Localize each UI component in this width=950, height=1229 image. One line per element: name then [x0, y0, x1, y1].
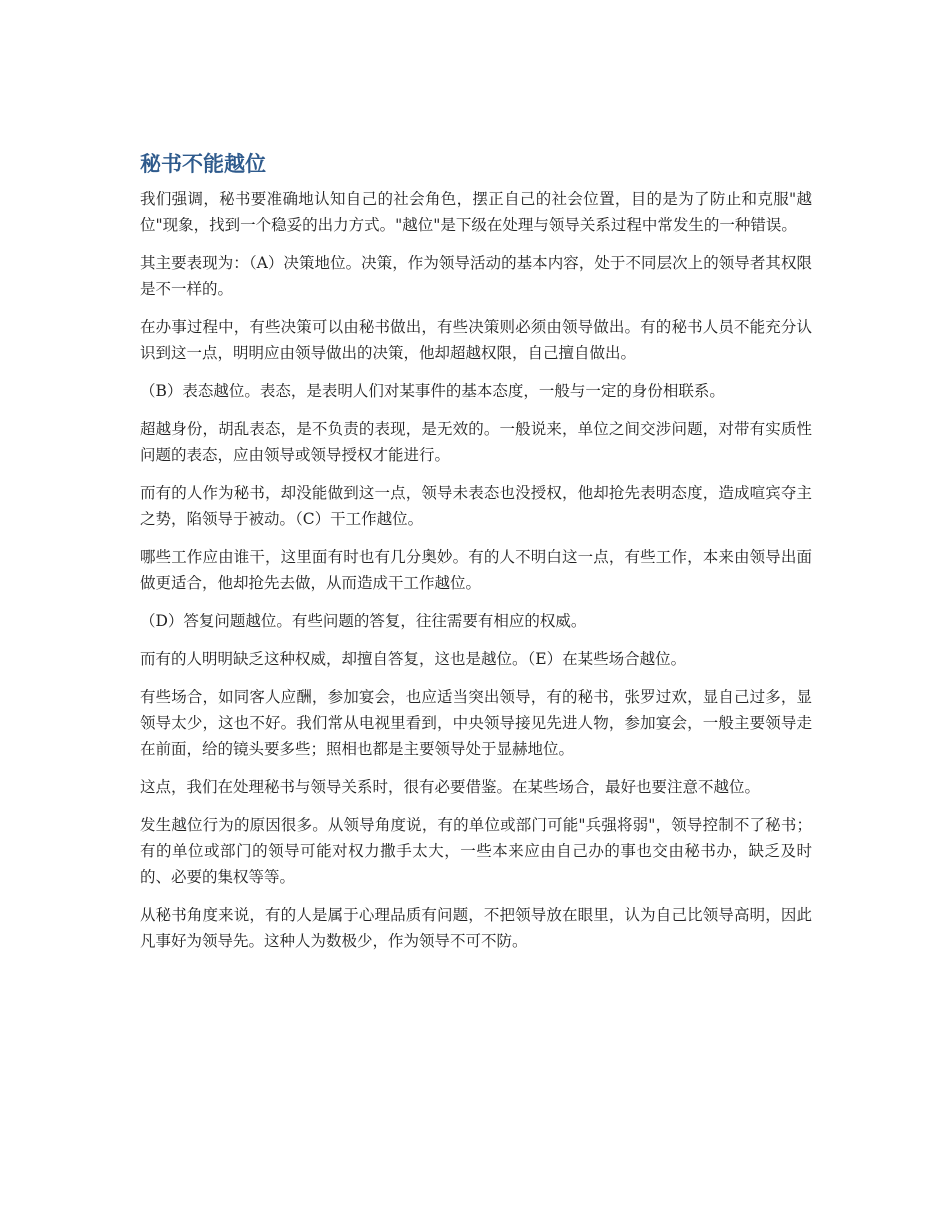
paragraph: 这点，我们在处理秘书与领导关系时，很有必要借鉴。在某些场合，最好也要注意不越位。: [140, 778, 761, 796]
paragraph: （D）答复问题越位。有些问题的答复，往往需要有相应的权威。: [140, 612, 587, 630]
paragraph: 从秘书角度来说，有的人是属于心理品质有问题，不把领导放在眼里，认为自己比领导高明，因此凡事好为领导先。这种人为数极少，作为领导不可不防。: [140, 906, 812, 950]
document-title: 秘书不能越位: [140, 152, 266, 176]
paragraph: 发生越位行为的原因很多。从领导角度说，有的单位或部门可能"兵强将弱"，领导控制不了秘书；有的单位或部门的领导可能对权力撒手太大，一些本来应由自己办的事也交由秘书办，缺乏及时的、必要的集权等等。: [140, 816, 812, 886]
paragraph: 我们强调，秘书要准确地认知自己的社会角色，摆正自己的社会位置，目的是为了防止和克服"越位"现象，找到一个稳妥的出力方式。"越位"是下级在处理与领导关系过程中常发生的一种错误。: [140, 190, 812, 234]
paragraph: 超越身份，胡乱表态，是不负责的表现，是无效的。一般说来，单位之间交涉问题，对带有实质性问题的表态，应由领导或领导授权才能进行。: [140, 420, 812, 464]
document-page: [140, 148, 812, 966]
paragraph: （B）表态越位。表态，是表明人们对某事件的基本态度，一般与一定的身份相联系。: [140, 382, 725, 400]
paragraph: 在办事过程中，有些决策可以由秘书做出，有些决策则必须由领导做出。有的秘书人员不能充分认识到这一点，明明应由领导做出的决策，他却超越权限，自己擅自做出。: [140, 318, 812, 362]
paragraph: 而有的人作为秘书，却没能做到这一点，领导未表态也没授权，他却抢先表明态度，造成喧宾夺主之势，陷领导于被动。（C）干工作越位。: [140, 484, 812, 528]
paragraph: 哪些工作应由谁干，这里面有时也有几分奥妙。有的人不明白这一点，有些工作，本来由领导出面做更适合，他却抢先去做，从而造成干工作越位。: [140, 548, 812, 592]
paragraph: 其主要表现为：（A）决策地位。决策，作为领导活动的基本内容，处于不同层次上的领导者其权限是不一样的。: [140, 254, 812, 298]
paragraph: 有些场合，如同客人应酬，参加宴会，也应适当突出领导，有的秘书，张罗过欢，显自己过多，显领导太少，这也不好。我们常从电视里看到，中央领导接见先进人物，参加宴会，一般主要领导走在前面，给的镜头要多些；照相也都是主要领导处于显赫地位。: [140, 688, 812, 758]
paragraph: 而有的人明明缺乏这种权威，却擅自答复，这也是越位。（E）在某些场合越位。: [140, 650, 687, 668]
